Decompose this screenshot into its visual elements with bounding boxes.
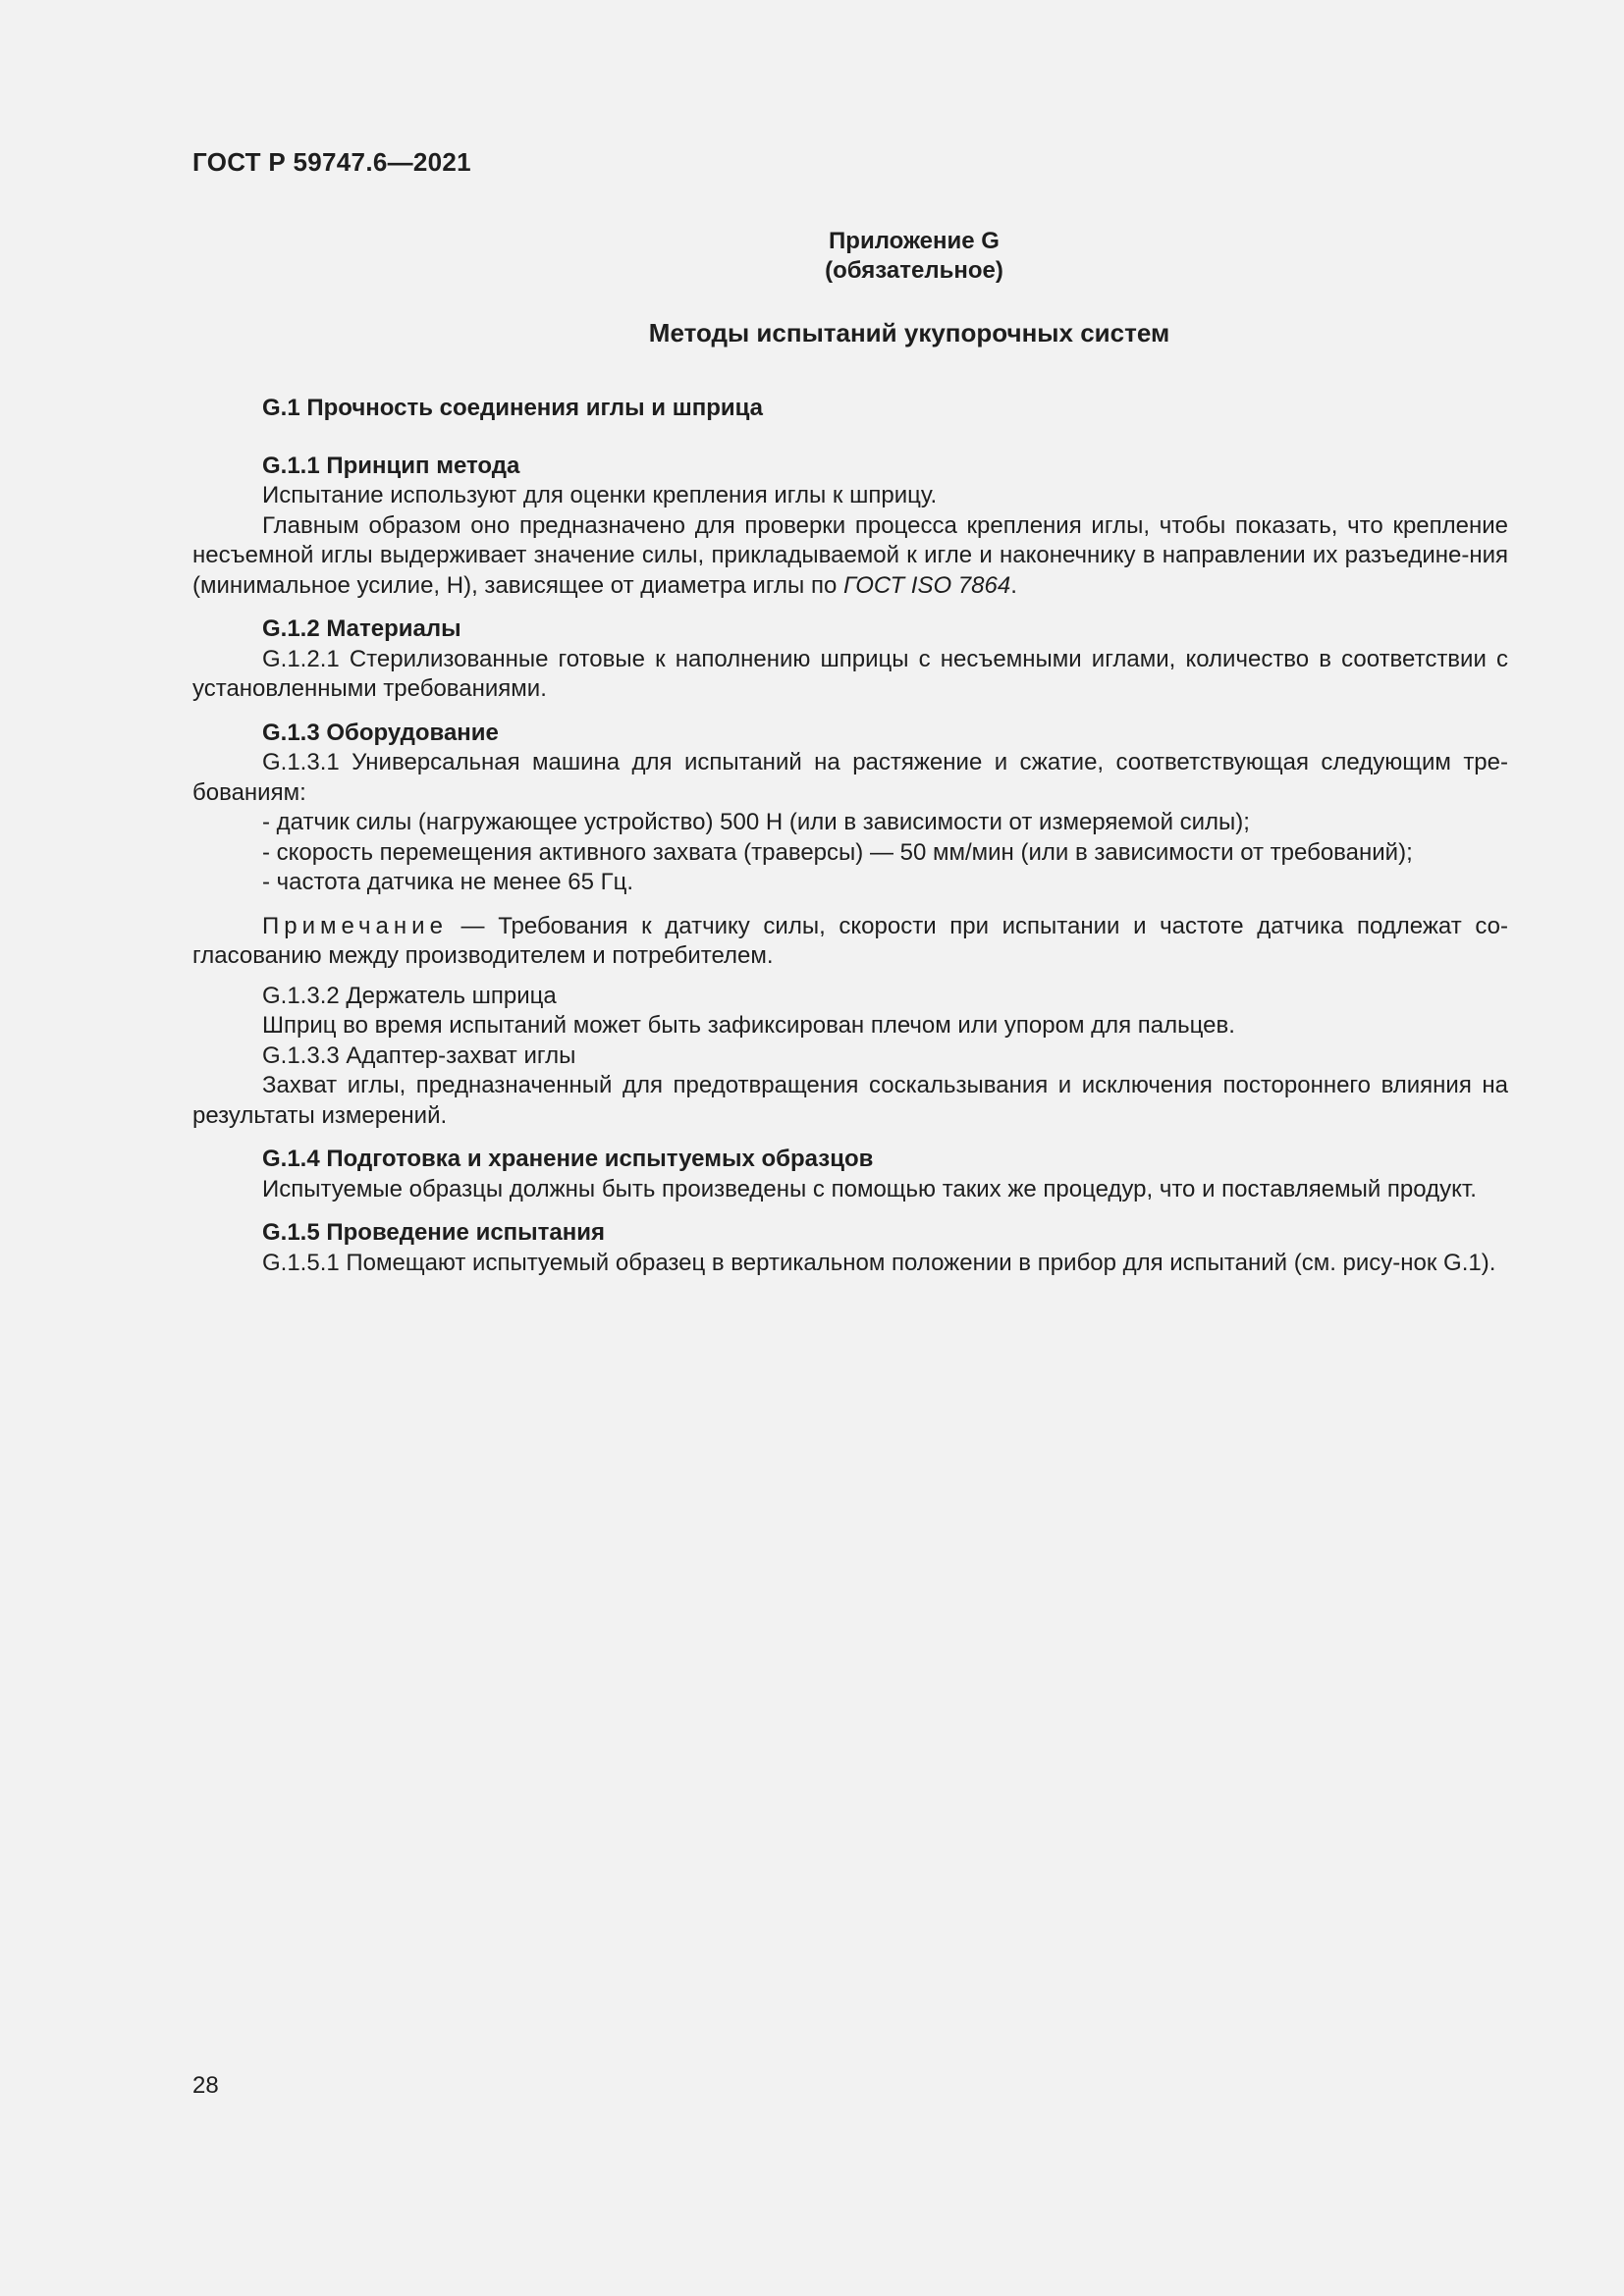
note-text: — Требования к датчику силы, скорости при испытании и частоте датчика подлежат со-гласованию между производителем и потребителем. [192, 912, 1508, 969]
section-heading-g14: G.1.4 Подготовка и хранение испытуемых образцов [262, 1146, 874, 1172]
section-heading-g15: G.1.5 Проведение испытания [262, 1219, 606, 1246]
section-heading-g1: G.1 Прочность соединения иглы и шприца [262, 395, 764, 421]
note-label: Примечание [262, 912, 448, 939]
paragraph-g11-1: Испытание используют для оценки крепления иглы к шприцу. [262, 482, 938, 508]
paragraph-g133-title: G.1.3.3 Адаптер-захват иглы [262, 1041, 576, 1069]
paragraph-g131: G.1.3.1 Универсальная машина для испытаний на растяжение и сжатие, соответствующая следующим тре-бованиям: [192, 749, 1508, 806]
list-item: - частота датчика не менее 65 Гц. [262, 869, 634, 895]
paragraph-g11-2-end: . [1010, 571, 1017, 599]
annex-label: Приложение G [829, 228, 1000, 254]
page-number: 28 [192, 2072, 219, 2099]
list-item: - датчик силы (нагружающее устройство) 500 Н (или в зависимости от измеряемой силы); [262, 809, 1250, 835]
paragraph-g11-2 [192, 511, 1508, 602]
standard-reference: ГОСТ ISO 7864 [842, 571, 1011, 599]
annex-status: (обязательное) [825, 257, 1003, 284]
annex-title: Методы испытаний укупорочных систем [648, 318, 1170, 347]
paragraph-g121: G.1.2.1 Стерилизованные готовые к наполнению шприцы с несъемными иглами, количество в соответствии с установленными требованиями. [192, 645, 1508, 702]
list-item: - скорость перемещения активного захвата (траверсы) — 50 мм/мин (или в зависимости от требований); [262, 838, 1413, 866]
paragraph-g132-title: G.1.3.2 Держатель шприца [262, 982, 557, 1009]
section-heading-g11: G.1.1 Принцип метода [262, 452, 520, 479]
section-heading-g12: G.1.2 Материалы [262, 615, 461, 642]
paragraph-g14: Испытуемые образцы должны быть произведены с помощью таких же процедур, что и поставляемый продукт. [262, 1175, 1477, 1202]
paragraph-g151: G.1.5.1 Помещают испытуемый образец в вертикальном положении в прибор для испытаний (см. рису-нок G.1). [262, 1249, 1496, 1276]
paragraph-g132-text: Шприц во время испытаний может быть зафиксирован плечом или упором для пальцев. [262, 1012, 1235, 1039]
paragraph-g11-2-text: Главным образом оно предназначено для проверки процесса крепления иглы, чтобы показать, что крепление несъемной иглы выдерживает значение силы, прикладываемой к игле и наконечнику в направлении их разъедине-ния (минимальное усилие, Н), зависящее от диаметра иглы по [192, 511, 1508, 599]
paragraph-g133-text: Захват иглы, предназначенный для предотвращения соскальзывания и исключения постороннего влияния на результаты измерений. [192, 1072, 1508, 1129]
section-heading-g13: G.1.3 Оборудование [262, 719, 499, 746]
note-paragraph [192, 912, 1508, 972]
document-body [192, 394, 1508, 1278]
document-code: ГОСТ Р 59747.6—2021 [192, 147, 471, 177]
